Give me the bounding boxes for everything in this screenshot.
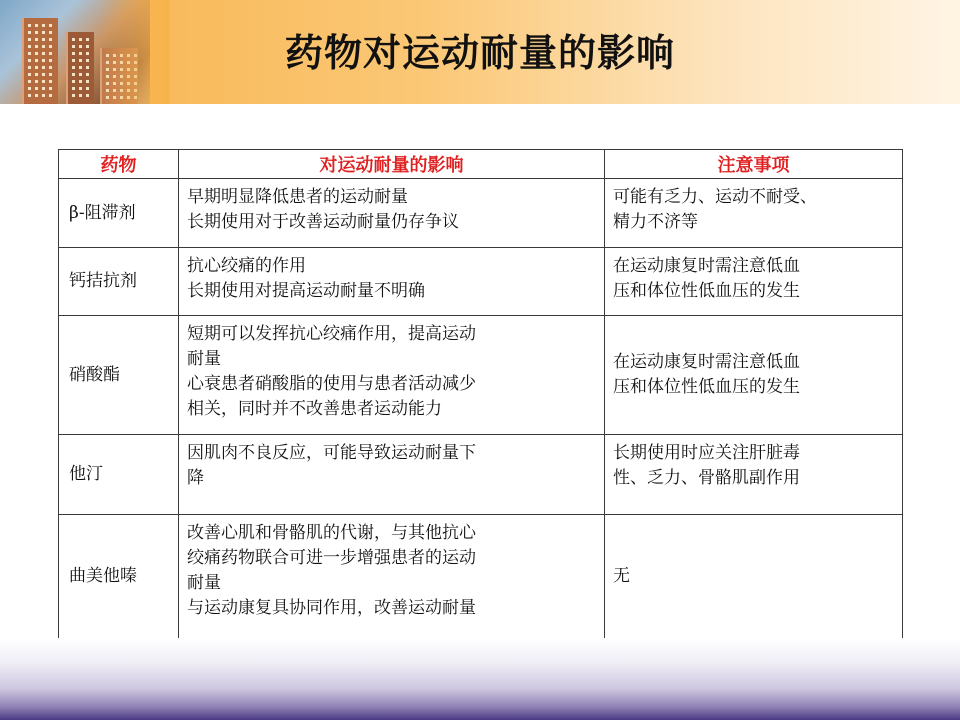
drug-name: 钙拮抗剂 xyxy=(59,248,179,316)
footer-gradient-band xyxy=(0,638,960,720)
effect-cell: 抗心绞痛的作用 长期使用对提高运动耐量不明确 xyxy=(179,248,605,316)
drug-name: β-阻滞剂 xyxy=(59,179,179,248)
slide-title: 药物对运动耐量的影响 xyxy=(284,31,675,75)
table-row xyxy=(59,515,903,639)
drug-effects-table xyxy=(58,149,903,639)
table-row xyxy=(59,179,903,248)
drug-name: 曲美他嗪 xyxy=(59,515,179,639)
column-header-effect: 对运动耐量的影响 xyxy=(179,150,605,179)
drug-name: 硝酸酯 xyxy=(59,316,179,435)
note-cell: 在运动康复时需注意低血 压和体位性低血压的发生 xyxy=(605,248,903,316)
table-header-row xyxy=(59,150,903,179)
table-row xyxy=(59,316,903,435)
effect-cell: 因肌肉不良反应，可能导致运动耐量下 降 xyxy=(179,435,605,515)
effect-cell: 改善心肌和骨骼肌的代谢，与其他抗心 绞痛药物联合可进一步增强患者的运动 耐量 与运动康复具协同作用，改善运动耐量 xyxy=(179,515,605,639)
effect-cell: 早期明显降低患者的运动耐量 长期使用对于改善运动耐量仍存争议 xyxy=(179,179,605,248)
note-cell: 无 xyxy=(605,515,903,639)
column-header-notes: 注意事项 xyxy=(605,150,903,179)
note-cell: 长期使用时应关注肝脏毒 性、乏力、骨骼肌副作用 xyxy=(605,435,903,515)
note-cell: 在运动康复时需注意低血 压和体位性低血压的发生 xyxy=(605,316,903,435)
table-row xyxy=(59,248,903,316)
column-header-drug: 药物 xyxy=(59,150,179,179)
note-cell: 可能有乏力、运动不耐受、 精力不济等 xyxy=(605,179,903,248)
effect-cell: 短期可以发挥抗心绞痛作用，提高运动 耐量 心衰患者硝酸脂的使用与患者活动减少 相关，同时并不改善患者运动能力 xyxy=(179,316,605,435)
table-row xyxy=(59,435,903,515)
drug-name: 他汀 xyxy=(59,435,179,515)
